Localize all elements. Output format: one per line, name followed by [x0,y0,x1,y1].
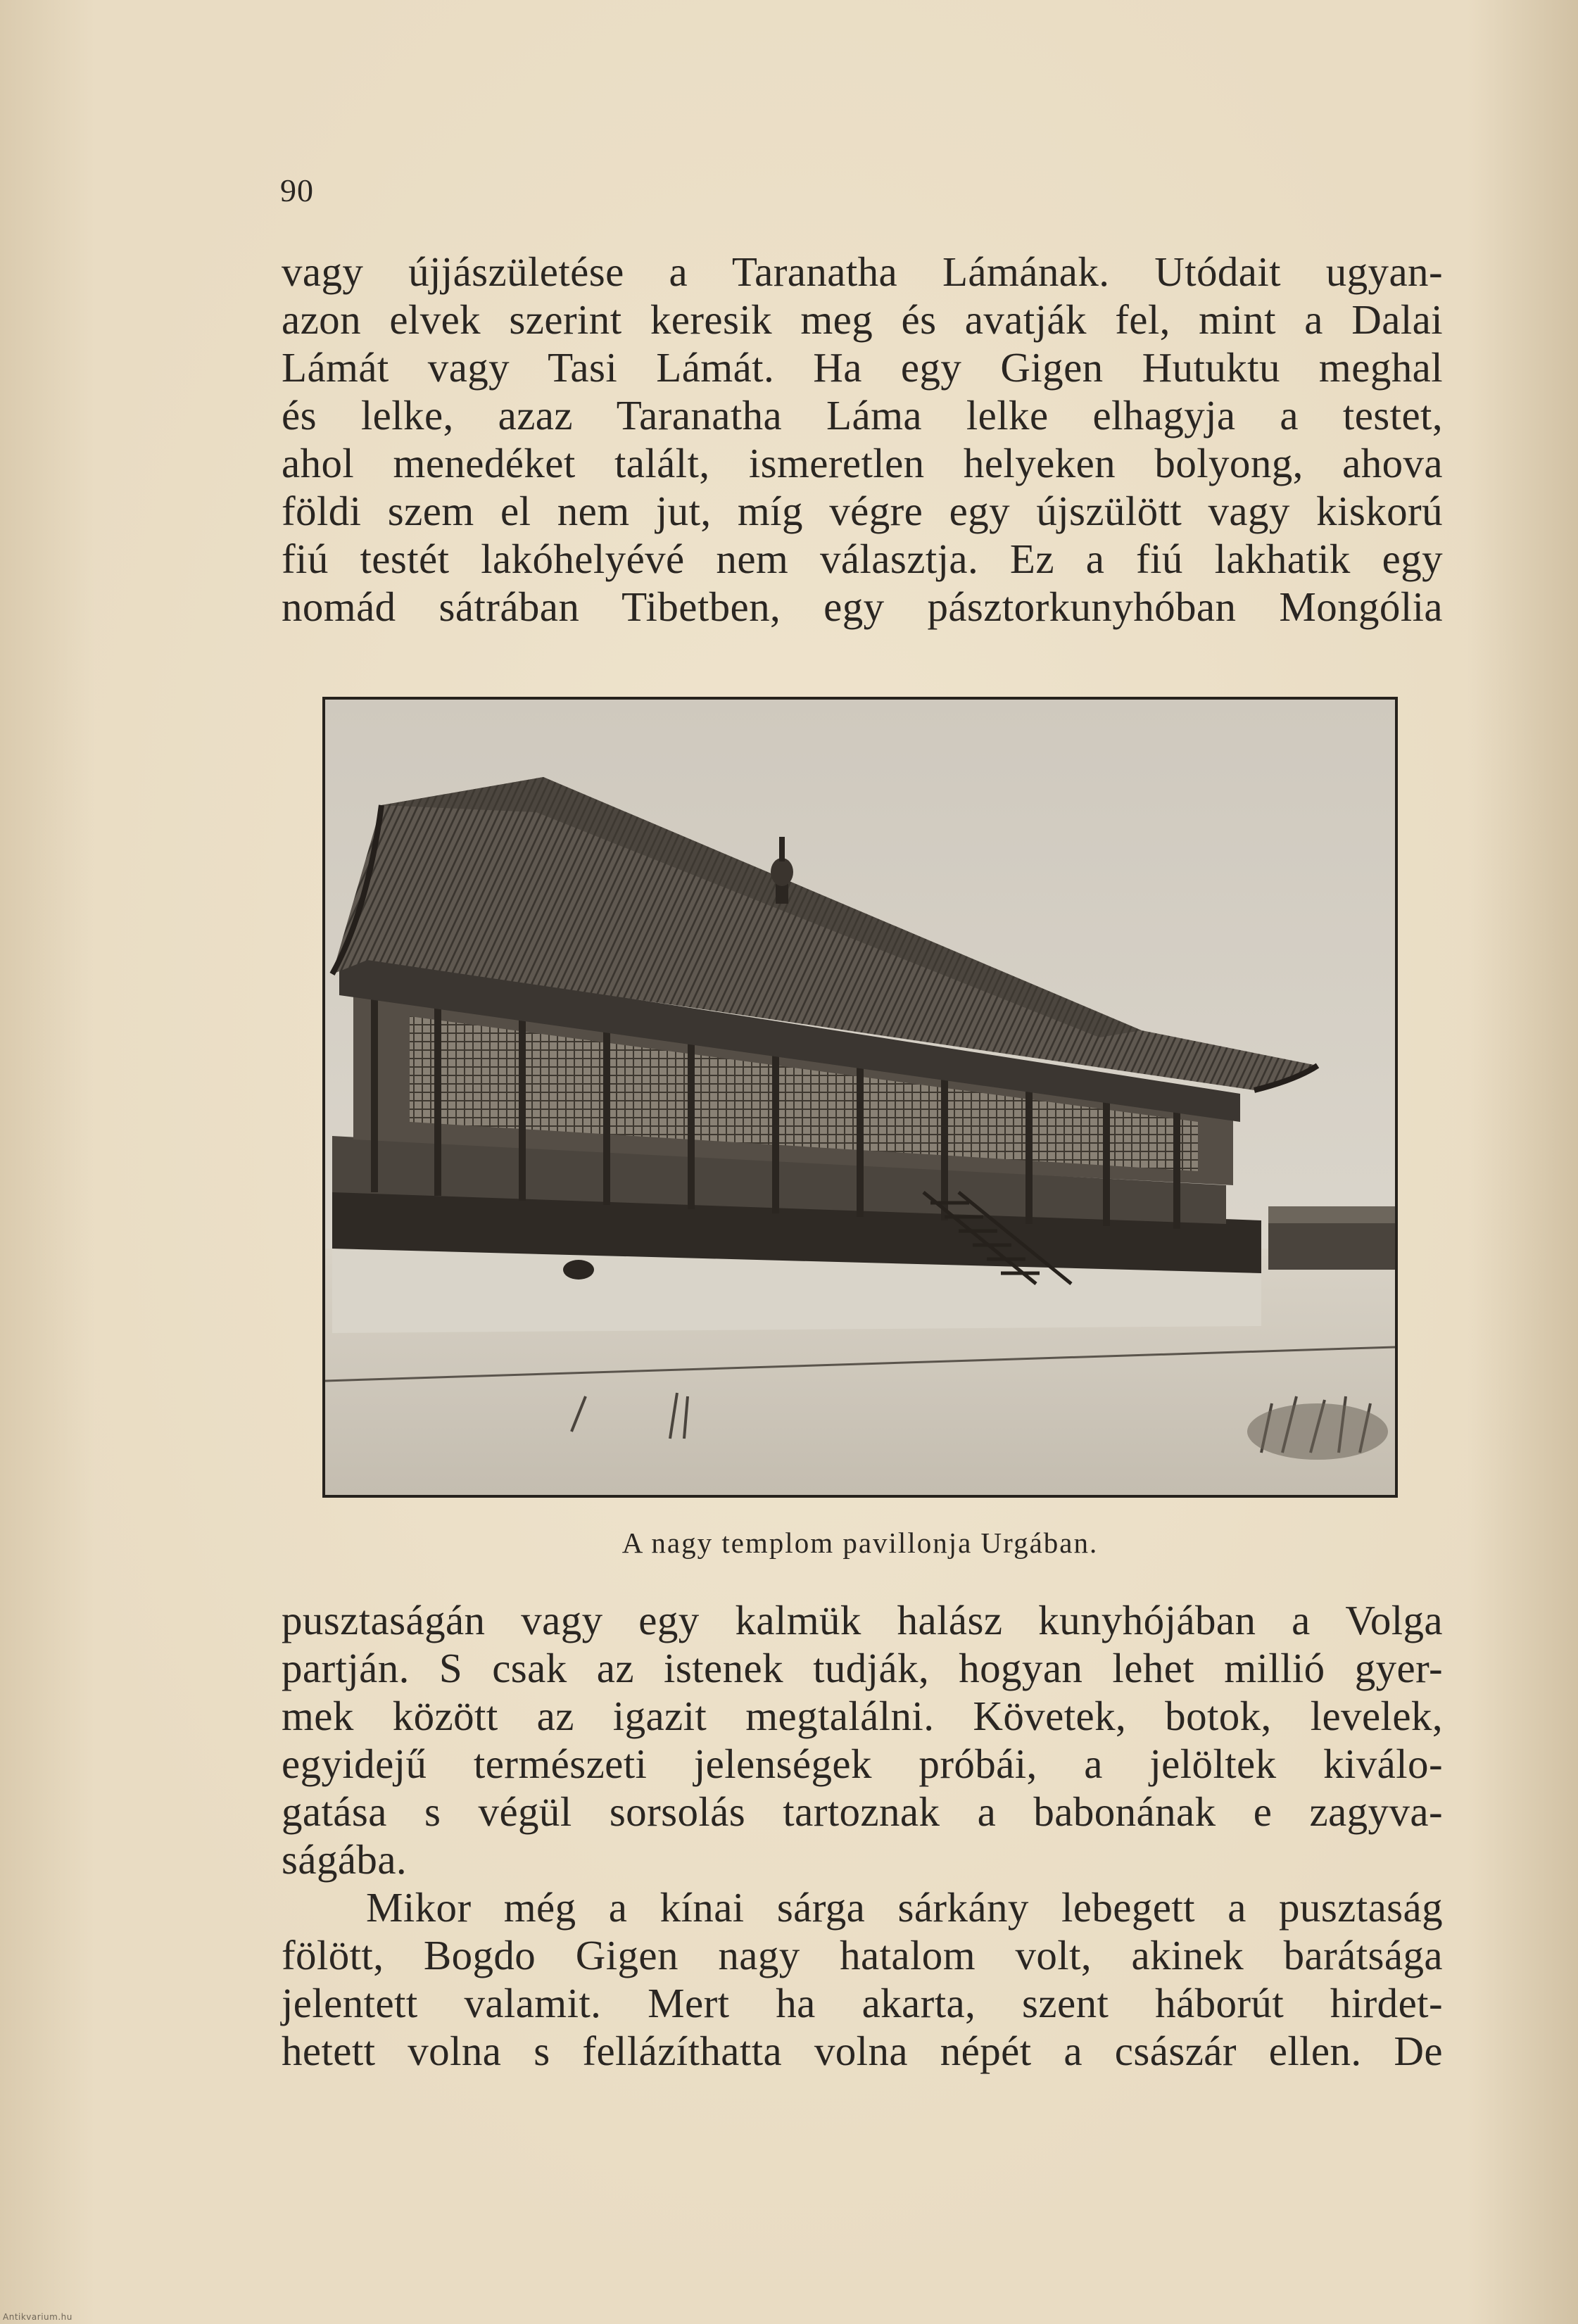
text-line: hetett volna s fellázíthatta volna népét a császár ellen. De [282,2028,1443,2074]
page-number: 90 [280,172,314,208]
text-line: ságába. [282,1836,408,1883]
text-line: Mikor még a kínai sárga sárkány lebegett a pusztaság [366,1884,1443,1931]
text-line: gatása s végül sorsolás tartoznak a babonának e zagyva- [282,1788,1443,1835]
text-line: fiú testét lakóhelyévé nem választja. Ez a fiú lakhatik egy [282,536,1443,582]
figure-caption: A nagy templom pavillonja Urgában. [621,1527,1099,1559]
text-line: nomád sátrában Tibetben, egy pásztorkunyhóban Mongólia [282,583,1443,630]
text-line: és lelke, azaz Taranatha Láma lelke elhagyja a testet, [282,392,1443,438]
text-line: jelentett valamit. Mert ha akarta, szent háborút hirdet- [282,1980,1443,2026]
text-line: ahol menedéket talált, ismeretlen helyeken bolyong, ahova [282,440,1443,486]
body-text-top [282,248,1443,631]
temple-photo [322,697,1398,1498]
body-text-bottom [282,1596,1443,2075]
text-line: mek között az igazit megtalálni. Követek, botok, levelek, [282,1693,1443,1739]
text-line: fölött, Bogdo Gigen nagy hatalom volt, akinek barátsága [282,1932,1443,1978]
text-line: pusztaságán vagy egy kalmük halász kunyhójában a Volga [282,1597,1443,1643]
text-line: partján. S csak az istenek tudják, hogyan lehet millió gyer- [282,1645,1443,1691]
text-line: földi szem el nem jut, míg végre egy újszülött vagy kiskorú [282,488,1443,534]
temple-illustration [325,700,1395,1495]
text-line: azon elvek szerint keresik meg és avatják fel, mint a Dalai [282,296,1443,343]
text-line: Lámát vagy Tasi Lámát. Ha egy Gigen Hutuktu meghal [282,344,1443,391]
text-line: vagy újjászületése a Taranatha Lámának. Utódait ugyan- [282,248,1443,295]
text-line: egyidejű természeti jelenségek próbái, a jelöltek kiválo- [282,1741,1443,1787]
watermark: Antikvarium.hu [3,2312,72,2322]
